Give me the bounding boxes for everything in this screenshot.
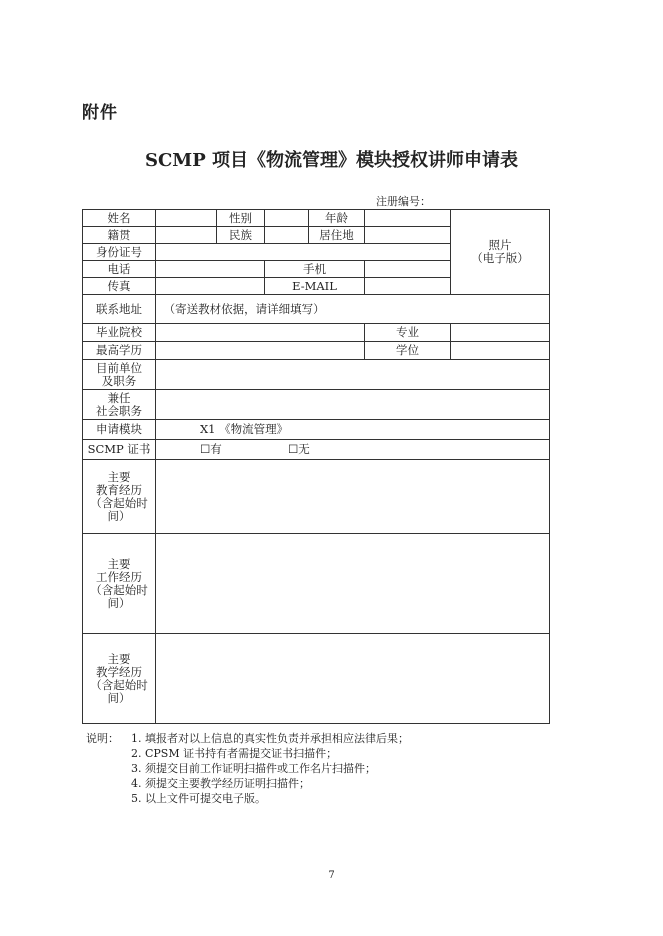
ethnicity-field[interactable] [265, 227, 309, 244]
teaching-history-label [83, 634, 156, 724]
school-label: 毕业院校 [83, 324, 156, 342]
employer-label-line2: 及职务 [101, 373, 137, 388]
education-history-label-line3: （含起始时 [90, 495, 148, 510]
age-label: 年龄 [309, 210, 365, 227]
side-position-label-line2: 社会职务 [96, 403, 142, 418]
work-history-label-line4: 间） [107, 595, 131, 610]
education-history-label-line4: 间） [107, 508, 131, 523]
major-field[interactable] [451, 324, 550, 342]
school-field[interactable] [156, 324, 365, 342]
address-hint: （寄送教材依据，请详细填写） [163, 301, 325, 316]
note-item: 4. 须提交主要教学经历证明扫描件； [131, 777, 310, 790]
note-item: 5. 以上文件可提交电子版。 [131, 792, 266, 805]
education-field[interactable] [156, 342, 365, 360]
work-history-label-line1: 主要 [107, 556, 131, 571]
page-title: SCMP 项目《物流管理》模块授权讲师申请表 [144, 150, 519, 171]
ethnicity-label: 民族 [217, 227, 265, 244]
address-label: 联系地址 [83, 295, 156, 324]
work-history-label [83, 534, 156, 634]
education-label: 最高学历 [83, 342, 156, 360]
education-history-label [83, 460, 156, 534]
employer-field[interactable] [156, 360, 550, 390]
page-number: 7 [328, 870, 335, 881]
major-label: 专业 [365, 324, 451, 342]
education-history-label-line2: 教育经历 [96, 482, 142, 497]
work-history-label-line2: 工作经历 [96, 569, 142, 584]
teaching-history-label-line2: 教学经历 [96, 664, 142, 679]
gender-label: 性别 [217, 210, 265, 227]
photo-box[interactable] [451, 210, 550, 295]
native-place-label: 籍贯 [83, 227, 156, 244]
certificate-label: SCMP 证书 [83, 440, 156, 460]
email-field[interactable] [365, 278, 451, 295]
residence-label: 居住地 [309, 227, 365, 244]
photo-label: 照片 [488, 238, 512, 252]
degree-field[interactable] [451, 342, 550, 360]
notes-section [86, 731, 409, 806]
certificate-no-checkbox[interactable]: ☐无 [288, 442, 310, 456]
module-value: X1 《物流管理》 [200, 422, 289, 436]
note-item: 3. 须提交目前工作证明扫描件或工作名片扫描件； [131, 762, 376, 775]
mobile-label: 手机 [265, 261, 365, 278]
attachment-label: 附件 [82, 103, 118, 123]
registration-number-label: 注册编号： [376, 195, 431, 208]
teaching-history-label-line1: 主要 [107, 651, 131, 666]
email-label: E-MAIL [265, 278, 365, 295]
note-item: 1. 填报者对以上信息的真实性负责并承担相应法律后果； [131, 732, 409, 745]
notes-lead: 说明： [86, 732, 119, 745]
name-field[interactable] [156, 210, 217, 227]
application-form-table [82, 209, 550, 724]
module-field[interactable] [156, 420, 550, 440]
native-place-field[interactable] [156, 227, 217, 244]
residence-field[interactable] [365, 227, 451, 244]
teaching-history-field[interactable] [156, 634, 550, 724]
certificate-field [156, 440, 550, 460]
work-history-label-line3: （含起始时 [90, 582, 148, 597]
side-position-field[interactable] [156, 390, 550, 420]
module-label: 申请模块 [83, 420, 156, 440]
id-number-label: 身份证号 [83, 244, 156, 261]
address-field[interactable] [156, 295, 550, 324]
fax-field[interactable] [156, 278, 265, 295]
name-label: 姓名 [83, 210, 156, 227]
photo-format-label: （电子版） [471, 251, 529, 265]
teaching-history-label-line3: （含起始时 [90, 677, 148, 692]
phone-label: 电话 [83, 261, 156, 278]
employer-label [83, 360, 156, 390]
side-position-label [83, 390, 156, 420]
certificate-yes-checkbox[interactable]: ☐有 [200, 442, 222, 456]
age-field[interactable] [365, 210, 451, 227]
side-position-label-line1: 兼任 [107, 390, 131, 405]
mobile-field[interactable] [365, 261, 451, 278]
teaching-history-label-line4: 间） [107, 690, 131, 705]
work-history-field[interactable] [156, 534, 550, 634]
gender-field[interactable] [265, 210, 309, 227]
education-history-label-line1: 主要 [107, 469, 131, 484]
id-number-field[interactable] [156, 244, 451, 261]
note-item: 2. CPSM 证书持有者需提交证书扫描件； [131, 747, 338, 760]
phone-field[interactable] [156, 261, 265, 278]
degree-label: 学位 [365, 342, 451, 360]
education-history-field[interactable] [156, 460, 550, 534]
employer-label-line1: 目前单位 [96, 360, 142, 375]
fax-label: 传真 [83, 278, 156, 295]
